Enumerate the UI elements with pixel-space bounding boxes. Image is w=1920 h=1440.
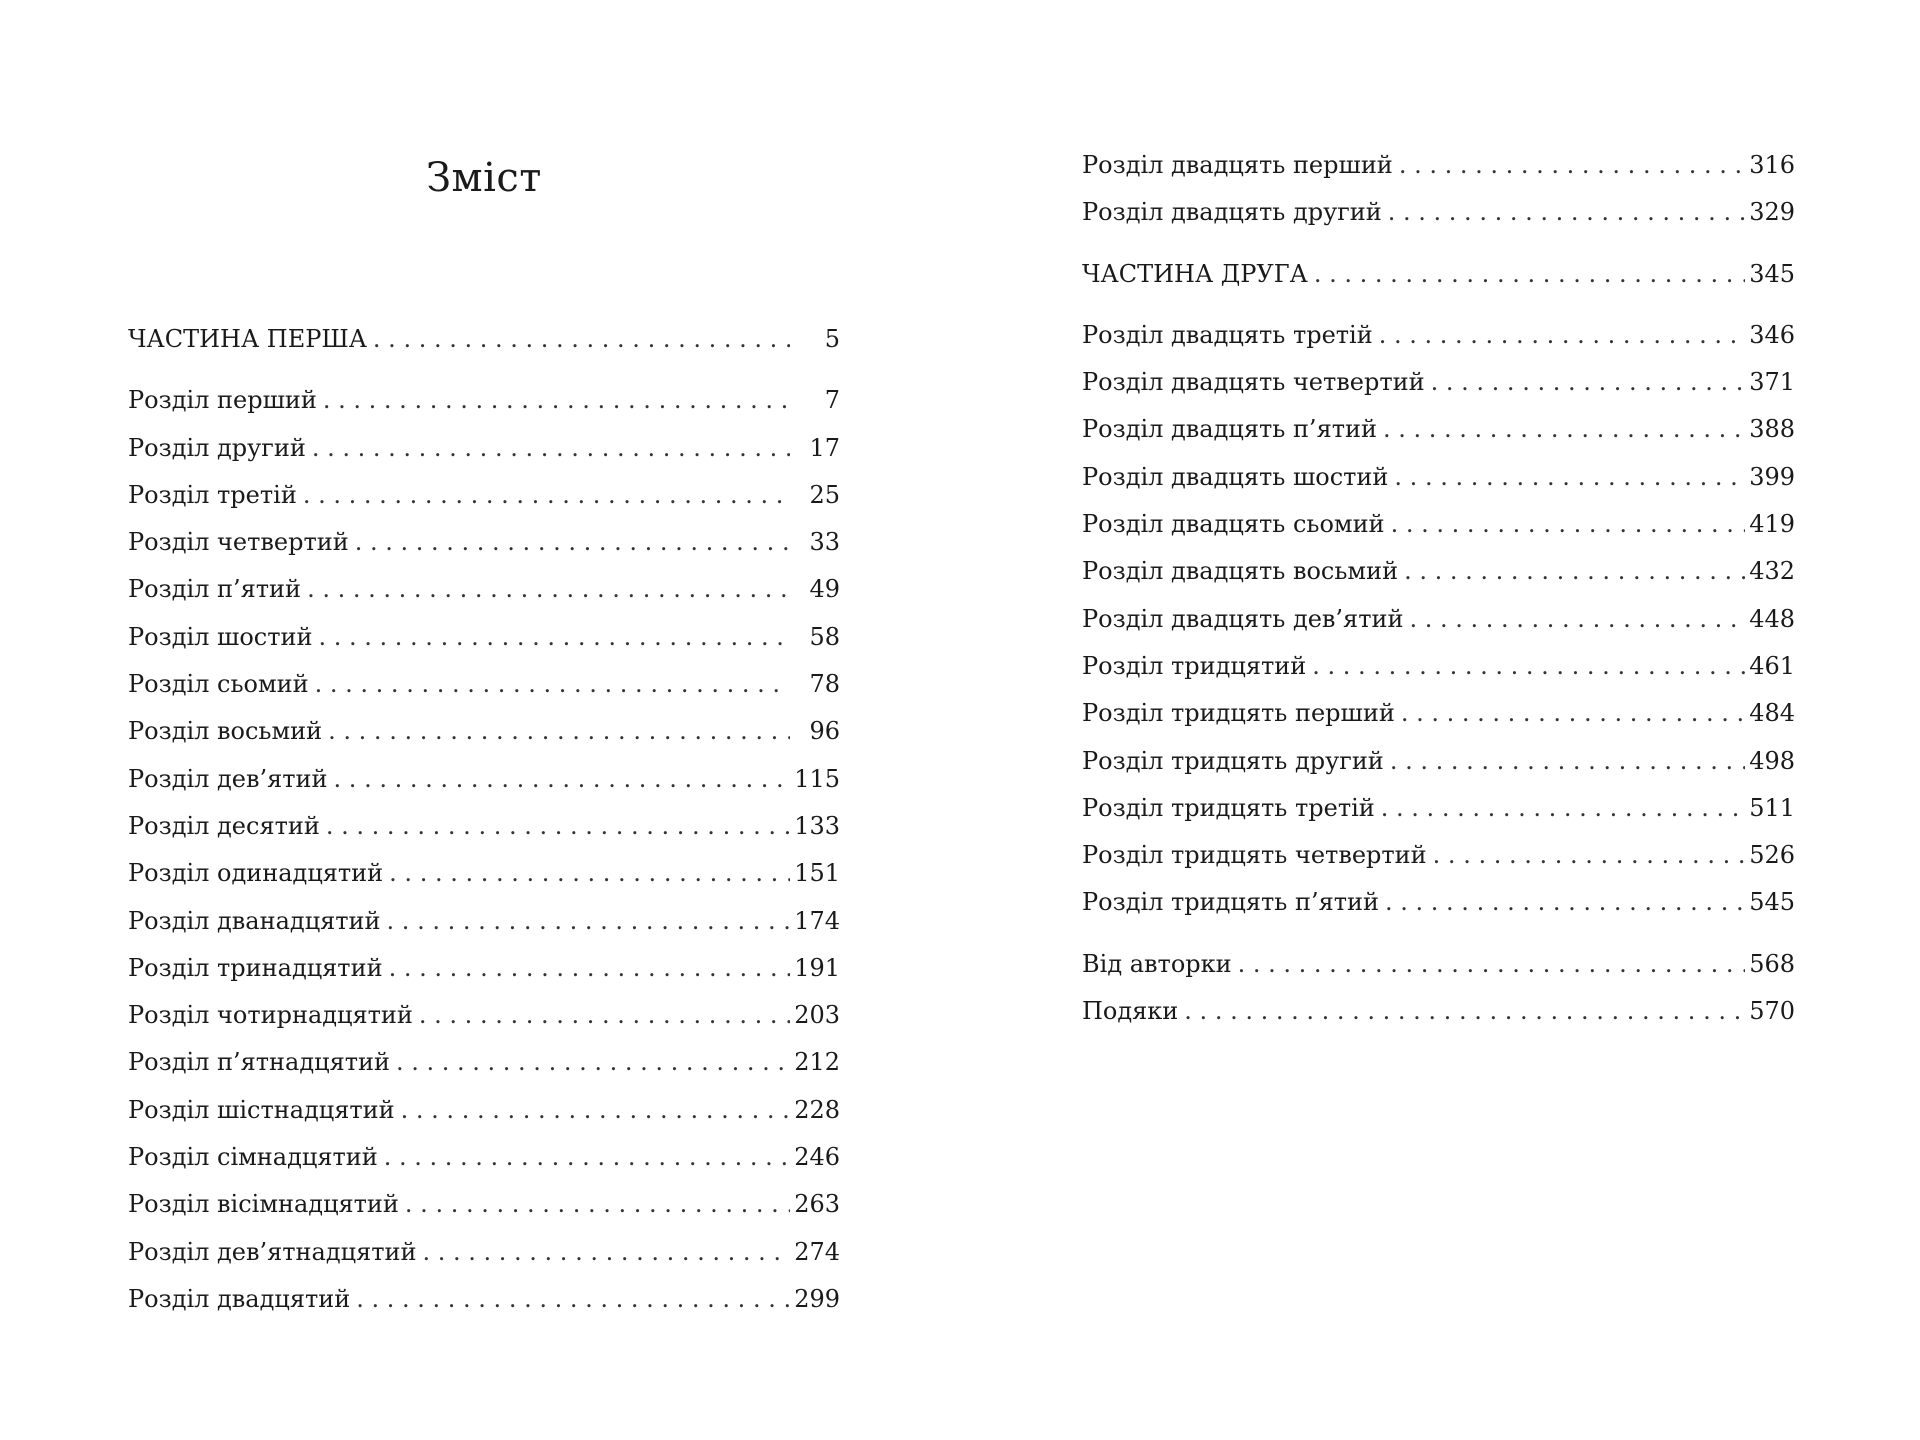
toc-entry [1082, 785, 1795, 832]
dot-leader [1409, 596, 1745, 643]
toc-entry-page-number: 432 [1749, 557, 1795, 586]
toc-entry-label: Розділ двадцять четвертий [1082, 368, 1425, 397]
dot-leader [1433, 832, 1745, 879]
dot-leader [401, 1087, 790, 1134]
toc-entry-page-number: 49 [809, 575, 840, 604]
toc-entry-page-number: 203 [794, 1001, 840, 1030]
toc-entry-page-number: 5 [824, 325, 840, 353]
toc-entry-label: Розділ третій [128, 480, 297, 509]
dot-leader [303, 472, 790, 519]
dot-leader [356, 1276, 790, 1323]
toc-entry-page-number: 191 [794, 953, 840, 982]
toc-entry-page-number: 246 [794, 1143, 840, 1172]
dot-leader [1404, 548, 1745, 595]
dot-leader [396, 1039, 790, 1086]
toc-entry [128, 992, 840, 1039]
toc-entry-label: Розділ четвертий [128, 528, 349, 557]
toc-entry [128, 945, 840, 992]
toc-entry [1082, 690, 1795, 737]
toc-entry-label: Розділ дванадцятий [128, 906, 381, 935]
toc-entry-page-number: 174 [794, 906, 840, 935]
dot-leader [1381, 785, 1745, 832]
toc-entry [128, 661, 840, 708]
toc-entry-page-number: 419 [1749, 510, 1795, 539]
toc-entry-page-number: 58 [809, 622, 840, 651]
toc-entry [1082, 501, 1795, 548]
toc-entry [128, 708, 840, 755]
toc-entry [128, 1276, 840, 1323]
toc-entry-label: Розділ тридцять третій [1082, 793, 1375, 822]
toc-entry-page-number: 388 [1749, 415, 1795, 444]
toc-entry-label: ЧАСТИНА ДРУГА [1082, 259, 1308, 288]
toc-entry-label: Розділ перший [128, 386, 317, 415]
dot-leader [1379, 312, 1745, 359]
toc-entry [128, 1181, 840, 1228]
toc-entry-label: Розділ другий [128, 433, 306, 462]
toc-entry-label: Розділ тридцять четвертий [1082, 841, 1427, 870]
dot-leader [384, 1134, 790, 1181]
toc-entry-page-number: 33 [809, 528, 840, 557]
dot-leader [1184, 988, 1745, 1035]
toc-entry-page-number: 25 [809, 480, 840, 509]
dot-leader [1394, 454, 1745, 501]
toc-right-column [1082, 142, 1795, 1035]
toc-entry [128, 898, 840, 945]
toc-entry-page-number: 316 [1749, 151, 1795, 179]
toc-entry-label: Розділ сімнадцятий [128, 1143, 378, 1172]
toc-entry [1082, 359, 1795, 406]
toc-entry-page-number: 448 [1749, 604, 1795, 633]
toc-entry-page-number: 526 [1749, 841, 1795, 870]
dot-leader [419, 992, 790, 1039]
dot-leader [389, 945, 790, 992]
toc-entry-page-number: 78 [809, 670, 840, 699]
toc-entry-label: Розділ десятий [128, 811, 320, 840]
dot-leader [1388, 189, 1745, 236]
toc-entry-label: Розділ двадцять восьмий [1082, 557, 1399, 586]
toc-entry-page-number: 96 [809, 717, 840, 746]
toc-entry [128, 850, 840, 897]
dot-leader [323, 377, 790, 424]
toc-entry-page-number: 263 [794, 1190, 840, 1219]
toc-entry-page-number: 212 [794, 1048, 840, 1077]
toc-entry-label: Розділ чотирнадцятий [128, 1001, 413, 1030]
toc-entry [1082, 738, 1795, 785]
toc-entry-page-number: 115 [794, 764, 840, 793]
toc-entry [128, 1087, 840, 1134]
toc-entry-label: Розділ тридцятий [1082, 651, 1307, 680]
toc-entry-label: Розділ одинадцятий [128, 859, 384, 888]
toc-entry [128, 756, 840, 803]
toc-entry-page-number: 346 [1749, 320, 1795, 349]
toc-entry [1082, 312, 1795, 359]
dot-leader [405, 1181, 790, 1228]
dot-leader [307, 566, 790, 613]
toc-entry-label: Розділ двадцять п’ятий [1082, 415, 1377, 444]
toc-entry-page-number: 299 [794, 1284, 840, 1313]
toc-entry-label: Розділ двадцять сьомий [1082, 510, 1385, 539]
toc-entry-label: Розділ двадцять третій [1082, 320, 1373, 349]
toc-entry-label: Розділ шостий [128, 622, 313, 651]
toc-entry [128, 566, 840, 613]
dot-leader [1390, 738, 1745, 785]
dot-leader [422, 1229, 790, 1276]
dot-leader [1238, 941, 1745, 988]
toc-entry [1082, 941, 1795, 988]
dot-leader [1312, 643, 1745, 690]
dot-leader [312, 425, 790, 472]
dot-leader [315, 661, 790, 708]
toc-entry-label: Розділ вісімнадцятий [128, 1190, 399, 1219]
dot-leader [1399, 142, 1745, 189]
dot-leader [326, 803, 790, 850]
toc-entry-page-number: 7 [824, 386, 840, 415]
dot-leader [355, 519, 790, 566]
dot-leader [1385, 879, 1745, 926]
dot-leader [319, 614, 791, 661]
toc-entry [1082, 548, 1795, 595]
toc-entry-page-number: 371 [1749, 368, 1795, 397]
dot-leader [373, 316, 790, 363]
toc-entry-page-number: 545 [1749, 888, 1795, 917]
toc-entry-label: Подяки [1082, 997, 1179, 1026]
toc-entry [128, 377, 840, 424]
toc-entry-page-number: 568 [1749, 949, 1795, 978]
toc-entry-label: Розділ тридцять другий [1082, 746, 1384, 775]
toc-entry [128, 803, 840, 850]
toc-entry-label: Розділ сьомий [128, 670, 309, 699]
toc-entry-page-number: 484 [1749, 699, 1795, 728]
toc-entry [1082, 832, 1795, 879]
toc-entry-label: ЧАСТИНА ПЕРША [128, 325, 367, 353]
toc-entry-label: Розділ п’ятнадцятий [128, 1048, 390, 1077]
toc-entry-page-number: 498 [1749, 746, 1795, 775]
toc-entry-label: Розділ восьмий [128, 717, 323, 746]
page-title: Зміст [426, 155, 542, 201]
dot-leader [1383, 406, 1745, 453]
toc-entry-page-number: 570 [1749, 997, 1795, 1026]
toc-entry-page-number: 17 [809, 433, 840, 462]
toc-entry [1082, 988, 1795, 1035]
toc-entry-page-number: 329 [1749, 198, 1795, 227]
toc-entry [128, 472, 840, 519]
toc-entry-page-number: 133 [794, 811, 840, 840]
toc-entry [1082, 596, 1795, 643]
toc-entry-label: Розділ тридцять п’ятий [1082, 888, 1380, 917]
toc-entry [1082, 643, 1795, 690]
toc-entry-label: Розділ двадцять другий [1082, 198, 1382, 227]
toc-entry-label: Розділ дев’ятнадцятий [128, 1237, 417, 1266]
toc-entry [128, 519, 840, 566]
toc-entry [128, 316, 840, 363]
toc-entry-label: Розділ двадцять дев’ятий [1082, 604, 1404, 633]
dot-leader [1401, 690, 1745, 737]
toc-entry-label: Розділ двадцятий [128, 1284, 351, 1313]
toc-entry [1082, 251, 1795, 298]
toc-entry-label: Від авторки [1082, 949, 1232, 978]
toc-entry-page-number: 228 [794, 1095, 840, 1124]
toc-entry-label: Розділ дев’ятий [128, 764, 328, 793]
toc-entry [1082, 406, 1795, 453]
dot-leader [1314, 251, 1745, 298]
toc-entry [1082, 142, 1795, 189]
toc-entry-page-number: 345 [1749, 259, 1795, 288]
toc-entry [128, 1134, 840, 1181]
toc-entry [1082, 454, 1795, 501]
toc-entry-page-number: 461 [1749, 651, 1795, 680]
toc-left-column [128, 316, 840, 1323]
toc-entry [128, 1229, 840, 1276]
dot-leader [328, 708, 790, 755]
toc-entry [1082, 189, 1795, 236]
dot-leader [1391, 501, 1745, 548]
toc-entry-label: Розділ двадцять шостий [1082, 462, 1389, 491]
dot-leader [1431, 359, 1745, 406]
toc-entry-label: Розділ тридцять перший [1082, 699, 1395, 728]
toc-entry-label: Розділ шістнадцятий [128, 1095, 395, 1124]
dot-leader [334, 756, 790, 803]
toc-entry-page-number: 511 [1749, 793, 1795, 822]
dot-leader [389, 850, 790, 897]
toc-entry-page-number: 151 [794, 859, 840, 888]
toc-entry-label: Розділ двадцять перший [1082, 151, 1393, 179]
toc-entry [128, 1039, 840, 1086]
toc-entry-page-number: 399 [1749, 462, 1795, 491]
toc-entry-label: Розділ тринадцятий [128, 953, 383, 982]
toc-entry-label: Розділ п’ятий [128, 575, 302, 604]
toc-entry [128, 425, 840, 472]
dot-leader [387, 898, 790, 945]
toc-entry [1082, 879, 1795, 926]
toc-entry [128, 614, 840, 661]
toc-entry-page-number: 274 [794, 1237, 840, 1266]
